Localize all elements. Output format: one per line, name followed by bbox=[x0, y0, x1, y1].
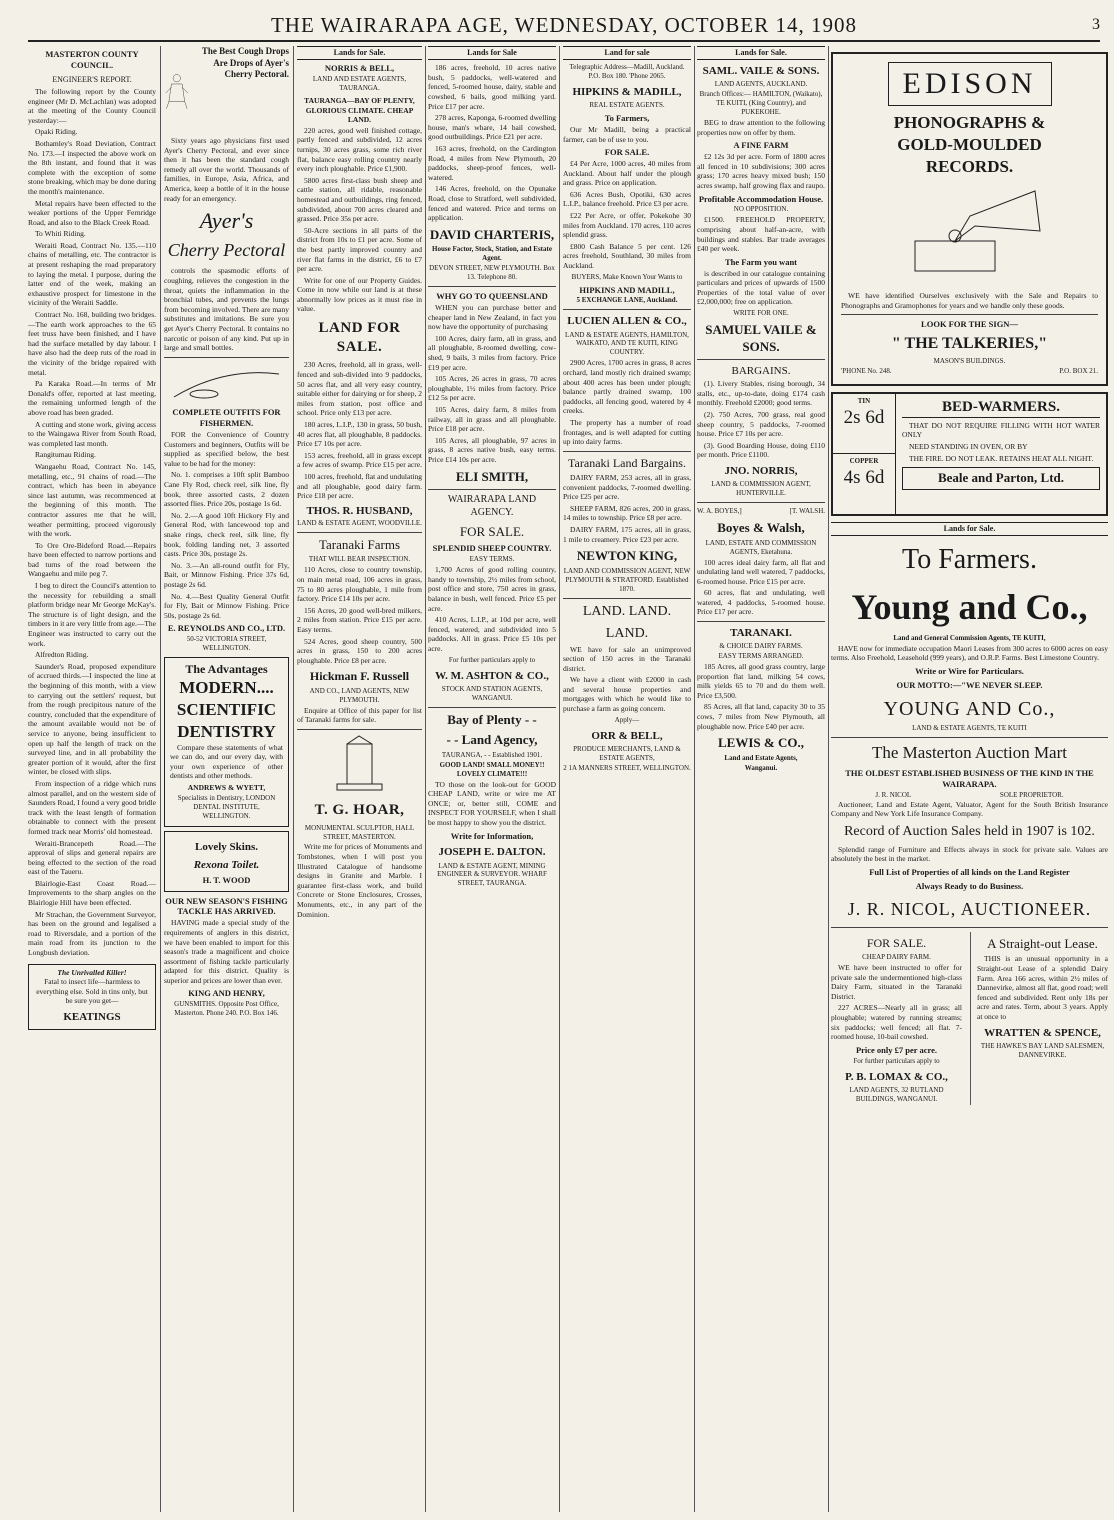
tin-label: TIN bbox=[857, 396, 871, 405]
vaile-body: BEG to draw attention to the following properties now on offer by them. bbox=[697, 118, 825, 137]
ashton-firm: W. M. ASHTON & CO., bbox=[435, 669, 549, 682]
hoar-body: Write me for prices of Monuments and Tombstones, when I will post you Illustrated Catalogue of handsome designs in Granite and Marble. I guarantee first-class work, and build Concrete or Stone Enclosures, Crosses, Monuments, etc., in any part of the Dominion. bbox=[297, 842, 422, 919]
bed-title: BED-WARMERS. bbox=[902, 398, 1100, 418]
dentistry-heading-2: MODERN.... bbox=[179, 678, 274, 698]
cheap-dairy-body-2: 227 ACRES—Nearly all in grass; all ploughable; watered by running streams; six paddocks; well fenced; all flat. 7-roomed house, 10-bail cowshed. bbox=[831, 1003, 962, 1042]
article-paragraph: The following report by the County engineer (Mr D. McLachlan) was adopted at the meeting of the County Council yesterday:— bbox=[28, 86, 156, 125]
keatings-text: Fatal to insect life—harmless to everything else. Sold in tins only, but be sure you get— bbox=[36, 977, 148, 1006]
full-list-heading: Full List of Properties of all kinds on the Land Register bbox=[869, 866, 1070, 877]
auction-mart-sub: THE OLDEST ESTABLISHED BUSINESS OF THE KIND IN THE WAIRARAPA. bbox=[845, 768, 1094, 789]
bed-lines bbox=[902, 421, 1100, 463]
lewis-sub: Land and Estate Agents, bbox=[724, 753, 798, 762]
land-heading-2: LAND. bbox=[605, 625, 649, 641]
fishing-firm: E. REYNOLDS AND CO., LTD. bbox=[167, 623, 286, 634]
ayer-advert-top bbox=[164, 46, 289, 136]
hipkins-firm: HIPKINS & MADILL, bbox=[572, 86, 682, 99]
queensland-heading: WHY GO TO QUEENSLAND bbox=[436, 291, 548, 302]
russell-note: Enquire at Office of this paper for list of Taranaki farms for sale. bbox=[297, 705, 422, 725]
fine-farm-heading: A FINE FARM bbox=[733, 140, 789, 151]
fishing-heading: COMPLETE OUTFITS FOR FISHERMEN. bbox=[172, 407, 281, 429]
listing-paragraph: 230 Acres, freehold, all in grass, well-fenced and sub-divided into 9 paddocks, 50 acres flat, and all very easy country, suitable either for dairying or for sheep, 2 miles from station, post office and school. Price only £13 per acre. bbox=[297, 360, 422, 418]
listing-paragraph: 156 Acres, 20 good well-bred milkers, 2 miles from station. Price £15 per acre. Easy terms. bbox=[297, 605, 422, 634]
wairarapa-for-sale: FOR SALE. bbox=[459, 523, 525, 539]
bed-prices bbox=[833, 394, 896, 514]
listing-paragraph: 153 acres, freehold, all in grass except a few acres of swamp. Price £15 per acre. bbox=[297, 450, 422, 470]
nicol-auctioneer: J. R. NICOL, AUCTIONEER. bbox=[847, 898, 1092, 919]
lucien-listings bbox=[563, 358, 691, 446]
listing-paragraph: 105 Acres, all ploughable, 97 acres in grass, 8 acres native bush, easy terms. Price £14 10s per acre. bbox=[428, 435, 556, 464]
page-number: 3 bbox=[1092, 16, 1100, 33]
for-sale-heading: FOR SALE. bbox=[604, 147, 650, 158]
column-adverts-a bbox=[164, 46, 289, 1512]
bop-body: TO those on the look-out for GOOD CHEAP LAND, write or wire me AT ONCE; or, better still, COME and INSPECT FOR YOURSELF, when I shall be most happy to show you the district. bbox=[428, 779, 556, 827]
listing-paragraph: 163 acres, freehold, on the Cardington Road, 4 miles from New Plymouth, 20 paddocks, sheep-proof fences, well-watered. bbox=[428, 143, 556, 182]
russell-firm: Hickman F. Russell bbox=[309, 669, 410, 684]
copper-price: 4s 6d bbox=[843, 467, 885, 489]
land-for-sale-heading: LAND FOR SALE. bbox=[318, 320, 401, 356]
bargains-listings bbox=[563, 473, 691, 544]
tackle-heading: OUR NEW SEASON'S FISHING TACKLE HAS ARRIVED. bbox=[165, 895, 288, 917]
dalton-sub: LAND & ESTATE AGENT, MINING ENGINEER & SURVEYOR. WHARF STREET, TAURANGA. bbox=[437, 861, 547, 888]
dentistry-heading-3: SCIENTIFIC bbox=[176, 700, 277, 720]
article-paragraph: Rangitumau Riding. bbox=[35, 450, 96, 460]
listing-paragraph: Write for one of our Property Guides. Come in now while our land is at these abnormally low prices as it must rise in value. bbox=[297, 275, 422, 314]
to-farmers-heading: To Farmers. bbox=[902, 543, 1037, 575]
young-body: HAVE now for immediate occupation Maori Leases from 300 acres to 6000 acres on easy terms. Also Freehold, Leasehold (999 years), and O.R.P. Farms. Best Limestone Country. bbox=[831, 643, 1108, 663]
article-paragraph: Weraiti Road, Contract No. 135.—110 chains of metalling, etc. The contractor is at present reshaping the road preparatory to laying the metal. I purpose, during the latter end of the week, making an exhaustive prospect for limestone in the vicinity of the Weraiti Saddle. bbox=[28, 240, 156, 308]
orr-bell-firm: ORR & BELL, bbox=[591, 729, 663, 742]
ayer-body: Sixty years ago physicians first used Ayer's Cherry Pectoral, and ever since then it has been the standard cough remedy all over the world. Thousands of families, in Europe, Asia, Africa, and America, keep a bottle of it in the house ready for an emergency. bbox=[164, 136, 289, 203]
bargains-listings bbox=[697, 379, 825, 460]
lease-heading: A Straight-out Lease. bbox=[987, 935, 1098, 951]
article-paragraph: Saunder's Road, proposed expenditure of accrued thirds.—I inspected the line at the beginning of this month, with a view to carrying out the settlers' request, but from the rough precipitous nature of the country, concluded that the expenditure of the amount available would not be of service to anyone, being insufficient to open up half the length of track on the surveyed line, and in all probability the greater portion of it would, after the first winter, be closed with slips. bbox=[28, 661, 156, 777]
always-ready: Always Ready to do Business. bbox=[915, 880, 1024, 891]
lovely-heading: Lovely Skins. bbox=[195, 840, 258, 853]
section-bar: Lands for Sale. bbox=[297, 46, 422, 60]
easy-terms: EASY TERMS ARRANGED. bbox=[718, 652, 804, 661]
keatings-brand: KEATINGS bbox=[63, 1011, 121, 1024]
ashton-sub: STOCK AND STATION AGENTS, WANGANUI. bbox=[441, 684, 543, 702]
talkeries-box: P.O. BOX 21. bbox=[1059, 366, 1098, 375]
phonograph-illustration bbox=[895, 186, 1045, 281]
young-firm: Young and Co., bbox=[851, 586, 1088, 627]
edison-advert bbox=[831, 52, 1108, 386]
article-subheading: ENGINEER'S REPORT. bbox=[52, 74, 132, 84]
article-paragraph: A cutting and stone work, giving access to the Waingawa River from South Road, was completed last month. bbox=[28, 419, 156, 448]
section-bar: Lands for Sale. bbox=[697, 46, 825, 60]
column-lands-c bbox=[563, 46, 691, 1512]
lewis-address: Wanganui. bbox=[744, 763, 778, 772]
article-paragraph: Weraiti-Brancepeth Road.—The approval of slips and general repairs are being effected to the section of the road east of the Taueru. bbox=[28, 838, 156, 877]
fine-farm-body: £2 12s 3d per acre. Form of 1800 acres all fenced in 10 subdivisions; 300 acres grass; 170 acres heavy mixed bush; 150 acres swamp, half growing flax and raupo. bbox=[697, 152, 825, 190]
cheap-dairy-heading: CHEAP DAIRY FARM. bbox=[862, 953, 931, 962]
listing-paragraph: 524 Acres, good sheep country, 500 acres in grass, 150 to 200 acres ploughable. Price £8 per acre. bbox=[297, 636, 422, 665]
hipkins-firm-2: HIPKINS AND MADILL, bbox=[579, 284, 675, 295]
column-lands-d bbox=[697, 46, 825, 1512]
listing-paragraph: DAIRY FARM, 175 acres, all in grass, 1 mile to creamery. Price £23 per acre. bbox=[563, 525, 691, 544]
bop-heading: Bay of Plenty - - bbox=[447, 711, 537, 727]
listing-paragraph: 105 Acres, dairy farm, 8 miles from railway, all in grass and all ploughable. Price £18 per acre. bbox=[428, 404, 556, 434]
listing-paragraph: The property has a number of road frontages, and is well adapted for cutting up into dairy farms. bbox=[563, 417, 691, 447]
bed-line: THE FIRE. DO NOT LEAK. RETAINS HEAT ALL NIGHT. bbox=[909, 453, 1094, 463]
lucien-sub: LAND & ESTATE AGENTS, HAMILTON, WAIKATO, AND TE KUITI, KING COUNTRY. bbox=[565, 330, 689, 357]
article-paragraph: Mr Strachan, the Government Surveyor, has been on the ground and legalised a road to Riversdale, and a portion of the main road from its junction to the Longbush deviation. bbox=[28, 909, 156, 958]
for-sale-heading: FOR SALE. bbox=[866, 935, 927, 950]
article-paragraph: Pa Karaka Road.—In terms of Mr Donald's offer, reported at last meeting, the remaining unformed length of the above road has been graded. bbox=[28, 379, 156, 417]
keatings-advert bbox=[28, 964, 156, 1030]
hipkins-listings bbox=[563, 159, 691, 271]
masthead-title: THE WAIRARAPA AGE, WEDNESDAY, OCTOBER 14, 1908 bbox=[270, 12, 858, 37]
wairarapa-agency-heading: WAIRARAPA LAND AGENCY. bbox=[447, 494, 537, 518]
section-bar: Lands for Sale. bbox=[831, 522, 1108, 536]
farmers-heading: To Farmers, bbox=[604, 113, 650, 124]
young-firm-2: YOUNG AND Co., bbox=[883, 697, 1056, 720]
listing-paragraph: 2900 Acres, 1700 acres in grass, 8 acres orchard, land mostly rich drained swamp; about 400 acres has been under plough; balance partly drained swamp, 100 paddocks, all fencing good, watered by 4 creeks. bbox=[563, 358, 691, 416]
hipkins-sub-2: 5 EXCHANGE LANE, Auckland. bbox=[576, 296, 678, 305]
article-paragraph: Wangaehu Road, Contract No. 145, metalling, etc., 91 chains of road.—The contract, which has been in abeyance since last autumn, was recommenced at the beginning of this month. The contractor assures me that he will, weather permitting, proceed vigorously with the work. bbox=[28, 461, 156, 539]
column-rule bbox=[293, 46, 294, 1512]
dentistry-body: Compare these statements of what we can do, and our every day, with your own experience of other dentists and other methods. bbox=[170, 742, 283, 781]
bed-line: THAT DO NOT REQUIRE FILLING WITH HOT WATER ONLY bbox=[902, 420, 1100, 440]
fishing-item: No. 3.—An all-round outfit for Fly, Bait, or Minnow Fishing. Price 37s 6d, postage 2s 6d. bbox=[164, 560, 289, 589]
bed-brand: Beale and Parton, Ltd. bbox=[902, 467, 1100, 490]
cheap-dairy-body: WE have been instructed to offer for private sale the undermentioned high-class Dairy Farm, situated in the Taranaki District. bbox=[831, 963, 962, 1001]
article-heading: MASTERTON COUNTY COUNCIL. bbox=[45, 49, 139, 70]
edison-body: WE have identified Ourselves exclusively with the Sale and Repairs to Phonographs and Gramophones for years and we handle only these goods. bbox=[841, 291, 1098, 310]
mart-proprietor-title: SOLE PROPRIETOR. bbox=[999, 790, 1064, 799]
listing-paragraph: (1). Livery Stables, rising borough, 34 stalls, etc., up-to-date, doing £174 cash monthly. Freehold £2000; good terms. bbox=[697, 379, 825, 408]
bed-warmers-advert bbox=[831, 392, 1108, 516]
farmers-body: Our Mr Madill, being a practical farmer, can be of use to you. bbox=[563, 125, 691, 144]
lucien-firm: LUCIEN ALLEN & CO., bbox=[567, 315, 687, 328]
article-paragraph: Blairlogie-East Coast Road.—Improvements to the sharp angles on the Blairlogie Hill have been effected. bbox=[28, 878, 156, 908]
vaile-firm: SAML. VAILE & SONS. bbox=[702, 65, 820, 78]
listing-paragraph: DAIRY FARM, 253 acres, all in grass, convenient paddocks, 7-roomed dwelling. Price £25 per acre. bbox=[563, 473, 691, 502]
section-bar: Lands for Sale bbox=[428, 46, 556, 60]
article-paragraph: Opaki Riding. bbox=[35, 127, 78, 137]
listing-paragraph: 105 Acres, 26 acres in grass, 70 acres ploughable, 1½ miles from factory. Price £12 5s per acre. bbox=[428, 374, 556, 403]
queensland-body: WHEN you can purchase better and cheaper land in New Zealand, in fact you now have the opportunity of purchasing bbox=[428, 303, 556, 332]
listing-paragraph: £22 Per Acre, or offer, Pokekohe 30 miles from Auckland. 170 acres, 110 acres splendid grass. bbox=[563, 211, 691, 240]
column-rule bbox=[828, 46, 829, 1512]
boyes-walsh-firm: Boyes & Walsh, bbox=[717, 519, 805, 535]
fishing-item: No. 2.—A good 10ft Hickory Fly and General Rod, with lancewood top and snake rings, check reel, silk line, fly book, folding landing net, 3 assorted casts. Price 30s, postage 2s. bbox=[164, 510, 289, 559]
listing-paragraph: 50-Acre sections in all parts of the district from 10s to £1 per acre. Some of the best partly improved country and river flat farms in the district, £6 to £7 per acre. bbox=[297, 225, 422, 274]
listing-paragraph: 1,700 Acres of good rolling country, handy to township, 2½ miles from school, post office and store, 750 acres in grass, balance in bush, well fenced. Price £5 per acre. bbox=[428, 565, 556, 613]
young-sub: Land and General Commission Agents, TE KUITI, bbox=[893, 633, 1046, 642]
listing-paragraph: (2). 750 Acres, 700 grass, real good sheep country, 5 paddocks, 7-roomed house. Price £7 10s per acre. bbox=[697, 410, 825, 439]
young-motto: OUR MOTTO:—"WE NEVER SLEEP. bbox=[896, 679, 1043, 690]
auction-mart-proprietor bbox=[831, 791, 1108, 800]
talkeries-sub: MASON'S BUILDINGS. bbox=[933, 356, 1006, 365]
article-paragraph: To Ore Ore-Bideford Road.—Repairs have been effected to narrow portions and bad turns of the road between the Wangaehu and mile peg 7. bbox=[28, 540, 156, 579]
article-paragraph: To Whiti Riding. bbox=[35, 229, 86, 239]
edison-title: EDISON bbox=[888, 62, 1052, 106]
listing-paragraph: 186 acres, freehold, 10 acres native bush, 5 paddocks, well-watered and fenced, 5-roomed house, dairy, stable and cowshed, 6 bails, good milking yard. Price £17 per acre. bbox=[428, 63, 556, 111]
accommodation-body: £1500. FREEHOLD PROPERTY, comprising about half-an-acre, with buildings and stables. Bar trade averages £40 per week. bbox=[697, 215, 825, 254]
column-council-report bbox=[28, 46, 156, 1512]
husband-firm: THOS. R. HUSBAND, bbox=[306, 504, 413, 517]
dentistry-heading-1: The Advantages bbox=[185, 662, 268, 677]
listing-paragraph: 180 acres, L.I.P., 130 in grass, 50 bush, 40 acres flat, all ploughable, 8 paddocks. Price £7 10s per acre. bbox=[297, 420, 422, 449]
land-body: WE have for sale an unimproved section of 150 acres in the Taranaki district. bbox=[563, 644, 691, 673]
hoar-sub: MONUMENTAL SCULPTOR, HALL STREET, MASTERTON. bbox=[304, 823, 415, 841]
norris-bell-firm: NORRIS & BELL, bbox=[324, 63, 395, 74]
taranaki-farms-sub: THAT WILL BEAR INSPECTION. bbox=[308, 555, 411, 564]
column-rule bbox=[160, 46, 161, 1512]
young-sub-2: LAND & ESTATE AGENTS, TE KUITI bbox=[912, 724, 1027, 733]
fishing-body: FOR the Convenience of Country Customers and beginners, Outfits will be supplied as specified below, the best value to be had for the money: bbox=[164, 430, 289, 468]
hoar-firm: T. G. HOAR, bbox=[314, 802, 405, 819]
accommodation-heading: Profitable Accommodation House. bbox=[698, 193, 824, 204]
listing-paragraph: 100 acres, freehold, flat and undulating and all ploughable, good dairy farm. Price £18 per acre. bbox=[297, 471, 422, 501]
ayer-body-2: controls the spasmodic efforts of coughing, relieves the congestion in the throat, quiets the inflammation in the bronchial tubes, and prevents the lungs from becoming involved. There are many substitutes and imitations. Be sure you get Ayer's Cherry Pectoral. It contains no narcotic or poison of any kind. Put up in large and small bottles. bbox=[164, 266, 289, 353]
lovely-brand: Rexona Toilet. bbox=[193, 858, 260, 871]
wairarapa-sub: SPLENDID SHEEP COUNTRY. bbox=[432, 543, 552, 554]
newton-king-firm: NEWTON KING, bbox=[576, 548, 678, 564]
column-lands-a bbox=[297, 46, 422, 1512]
fishing-illustration bbox=[164, 362, 289, 402]
eli-smith-firm: ELI SMITH, bbox=[455, 468, 529, 484]
lomax-firm: P. B. LOMAX & CO., bbox=[845, 1070, 948, 1083]
ayer-figure-illustration bbox=[164, 46, 190, 136]
listing-paragraph: 410 Acres, L.I.P., at 10d per acre, well fenced, watered, and subdivided into 5 paddocks. All in grass. Price £5 10s per acre. bbox=[428, 615, 556, 653]
dentistry-heading-4: DENTISTRY bbox=[177, 721, 276, 741]
article-body bbox=[28, 87, 156, 958]
auction-mart-body: Auctioneer, Land and Estate Agent, Valuator, Agent for the South British Insurance Company and New York Life Insurance Company. bbox=[831, 799, 1108, 819]
samuel-vaile-firm: SAMUEL VAILE & SONS. bbox=[705, 321, 817, 354]
listing-paragraph: 185 Acres, all good grass country, large proportion flat land, milking 54 cows, milk yields 65 to 70 and do them well. Price £3,500. bbox=[697, 662, 825, 700]
masthead bbox=[28, 10, 1100, 42]
talkeries-name: " THE TALKERIES," bbox=[891, 335, 1048, 353]
tackle-sub: GUNSMITHS. Opposite Post Office, Masterton. Phone 240. P.O. Box 146. bbox=[174, 1000, 279, 1018]
husband-sub: LAND & ESTATE AGENT, WOODVILLE. bbox=[297, 518, 422, 527]
tackle-firm: KING AND HENRY, bbox=[188, 988, 265, 999]
charteris-sub: House Factor, Stock, Station, and Estate Agent. bbox=[432, 245, 552, 263]
boyes-left: W. A. BOYES,] bbox=[697, 507, 742, 516]
boyes-listings bbox=[697, 558, 825, 618]
charteris-address: DEVON STREET, NEW PLYMOUTH. Box 13. Telephone 80. bbox=[429, 264, 555, 282]
listing-paragraph: 100 Acres, dairy farm, all in grass, and all ploughable, 8-roomed dwelling, cow-shed, 9 bails, 3 miles from factory. Price £19 per acre. bbox=[428, 333, 556, 372]
bop-slogan: GOOD LAND! SMALL MONEY!! LOVELY CLIMATE!!! bbox=[439, 760, 545, 778]
fishing-items bbox=[164, 470, 289, 620]
tin-price: 2s 6d bbox=[843, 406, 885, 428]
listing-paragraph: 5800 acres first-class bush sheep and cattle station, all ridable, reasonable homestead and outbuildings, ring fenced, subdivided, about 700 acres cleared and grassed. Price 35s per acre. bbox=[297, 175, 422, 224]
taranaki-farms-listings bbox=[297, 565, 422, 665]
fishing-item: No. 1. comprises a 10ft split Bamboo Cane Fly Rod, check reel, silk line, fly book, three assorted casts, 2 dozen assorted flies. Price 20s, postage 1s 6d. bbox=[164, 470, 289, 509]
write-or-wire: Write or Wire for Particulars. bbox=[915, 665, 1024, 676]
listing-paragraph: (3). Good Boarding House, doing £110 per month. Price £1100. bbox=[697, 440, 825, 460]
lewis-firm: LEWIS & CO., bbox=[718, 735, 804, 751]
norris-bell-sub: LAND AND ESTATE AGENTS, TAURANGA. bbox=[312, 75, 407, 93]
article-paragraph: I beg to direct the Council's attention to the necessity for rebuilding a small platform bridge near Mr George McKay's. The structure is of light design, and the timbers in it are very little from age.—The Engineer was instructed to carry out the work. bbox=[28, 581, 156, 648]
taranaki-farms-heading: Taranaki Farms bbox=[318, 536, 401, 552]
lomax-sub: LAND AGENTS, 32 RUTLAND BUILDINGS, WANGANUI. bbox=[849, 1085, 944, 1103]
wairarapa-listings bbox=[428, 565, 556, 653]
listing-paragraph: SHEEP FARM, 826 acres, 200 in grass, 14 miles to township. Price £8 per acre. bbox=[563, 503, 691, 523]
ayer-intro: The Best Cough Drops Are Drops of Ayer's Cherry Pectoral. bbox=[201, 46, 289, 80]
lovely-skins-advert bbox=[164, 831, 289, 892]
listing-paragraph: 60 acres, flat and undulating, well watered, 4 paddocks, 5-roomed house. Price £17 per acre. bbox=[697, 588, 825, 617]
taranaki-listings bbox=[697, 662, 825, 731]
column-rule bbox=[425, 46, 426, 1512]
auction-mart-body-2: Splendid range of Furniture and Effects always in stock for private sale. Values are absolutely the best in the market. bbox=[831, 844, 1108, 864]
talkeries-phone: 'PHONE No. 248. bbox=[841, 366, 892, 375]
wratten-firm: WRATTEN & SPENCE, bbox=[984, 1026, 1101, 1039]
edison-records: RECORDS. bbox=[925, 156, 1014, 176]
charteris-firm: DAVID CHARTERIS, bbox=[429, 226, 555, 242]
article-paragraph: Metal repairs have been effected to the weaker portions of the Upper Fernridge Road, and also to the Black Creek Road. bbox=[28, 198, 156, 227]
bargains-heading: BARGAINS. bbox=[731, 365, 791, 378]
norris-firm: JNO. NORRIS, bbox=[724, 465, 798, 478]
land-for-sale-listings bbox=[297, 360, 422, 500]
monument-illustration bbox=[297, 734, 422, 794]
copper-label: COPPER bbox=[849, 457, 879, 466]
vaile-branch: Branch Offices:— HAMILTON, (Waikato), TE KUITI, (King Country), and PUKEKOHE. bbox=[699, 90, 823, 117]
article-paragraph: Alfredton Riding. bbox=[35, 650, 89, 660]
bargains-heading: Taranaki Land Bargains. bbox=[568, 455, 686, 470]
listing-paragraph: 278 acres, Kaponga, 6-roomed dwelling house, man's whare, 14 bail cowshed, good outbuildings. Price £21 per acre. bbox=[428, 113, 556, 142]
apply-note: Apply— bbox=[614, 715, 640, 724]
farm-want-heading: The Farm you want bbox=[724, 256, 797, 267]
norris-sub: LAND & COMMISSION AGENT, HUNTERVILLE. bbox=[711, 480, 811, 498]
listing-paragraph: £800 Cash Balance 5 per cent. 126 acres freehold, Southland, 30 miles from Auckland. bbox=[563, 241, 691, 271]
bop-sub: TAURANGA, - - Established 1901. bbox=[441, 750, 543, 759]
boyes-right: [T. WALSH. bbox=[789, 507, 825, 516]
wratten-sub: THE HAWKE'S BAY LAND SALESMEN, DANNEVIRKE. bbox=[980, 1041, 1105, 1059]
hipkins-sub: REAL ESTATE AGENTS. bbox=[589, 101, 665, 110]
auction-record: Record of Auction Sales held in 1907 is 102. bbox=[844, 823, 1095, 839]
boyes-walsh-sub: LAND, ESTATE AND COMMISSION AGENTS, Eketahuna. bbox=[705, 538, 817, 556]
dentistry-sub: Specialists in Dentistry, LONDON DENTAL INSTITUTE, WELLINGTON. bbox=[177, 793, 276, 820]
look-for-sign: LOOK FOR THE SIGN— bbox=[921, 319, 1018, 330]
lovely-firm: H. T. WOOD bbox=[202, 874, 251, 885]
bed-line: NEED STANDING IN OVEN, OR BY bbox=[909, 442, 1028, 452]
norris-bell-heading: TAURANGA—BAY OF PLENTY, GLORIOUS CLIMATE. CHEAP LAND. bbox=[304, 96, 415, 125]
article-paragraph: Bothamley's Road Deviation, Contract No. 173.—I inspected the above work on the 8th instant, and found that it was complete with the exception of some stone breaking, which may be done during the month's maintenance. bbox=[28, 138, 156, 196]
listing-paragraph: 220 acres, good well finished cottage, partly fenced and subdivided, 12 acres turnips, 30 acres grass, some rich river flat, balance easy rolling country nearly every inch ploughable. Price £1,900. bbox=[297, 125, 422, 174]
mart-proprietor-name: J. R. NICOL bbox=[875, 790, 912, 799]
dalton-firm: JOSEPH E. DALTON. bbox=[438, 846, 546, 859]
auction-mart-heading: The Masterton Auction Mart bbox=[872, 743, 1067, 763]
cheap-dairy-price: Price only £7 per acre. bbox=[855, 1044, 938, 1055]
cheap-dairy-advert bbox=[831, 932, 962, 1105]
article-paragraph: From inspection of a ridge which runs almost parallel, and on the western side of Saunders Road, I found a very good bridle track with the least length of formation obtainable to connect with the present formed track near Morris' old homestead. bbox=[28, 778, 156, 836]
cheap-dairy-note: For further particulars apply to bbox=[853, 1056, 940, 1065]
dentistry-advert bbox=[164, 657, 289, 826]
ashton-note: For further particulars apply to bbox=[448, 655, 536, 664]
taranaki-heading: TARANAKI. bbox=[730, 627, 792, 640]
wairarapa-terms: EASY TERMS. bbox=[469, 555, 515, 564]
orr-bell-sub: PRODUCE MERCHANTS, LAND & ESTATE AGENTS, bbox=[573, 744, 681, 762]
norris-bell-listings bbox=[297, 126, 422, 314]
section-bar: Land for sale bbox=[563, 46, 691, 60]
write-note: WRITE FOR ONE. bbox=[733, 309, 789, 318]
lease-advert bbox=[970, 932, 1108, 1105]
dentistry-firm: ANDREWS & WYETT, bbox=[187, 783, 266, 793]
orr-bell-address: 2 1A MANNERS STREET, WELLINGTON. bbox=[563, 763, 691, 772]
listing-paragraph: 636 Acres Bush, Opotiki, 630 acres L.I.P., balance freehold. Price £3 per acre. bbox=[563, 189, 691, 209]
ayer-brand: Ayer's bbox=[199, 208, 254, 234]
column-lands-b bbox=[428, 46, 556, 1512]
land-body-2: We have a client with £2000 in cash and several house properties and mortgages with which he would like to purchase a farm as going concern. bbox=[563, 675, 691, 714]
article-paragraph: Contract No. 168, building two bridges.—The earth work approaches to the 65 feet truss have been finished, and I have had the surface metalled by day labour. I have also had the deep ruts of the road in the vicinity of the bridge repaired with metal. bbox=[28, 310, 156, 377]
talkeries-contacts bbox=[841, 367, 1098, 376]
dalton-heading: Write for Information, bbox=[450, 830, 534, 841]
land-heading: LAND. LAND. bbox=[582, 603, 672, 619]
lease-body: THIS is an unusual opportunity in a Straight-out Lease of a splendid Dairy Farm. Area 166 acres, within 2½ miles of Dannevirke, almost all flat, good road; well fenced and subdivided. Rent only 18s per acre and rates. Term, about 3 years. Apply at once to bbox=[977, 954, 1108, 1021]
listing-paragraph: 85 Acres, all flat land, capacity 30 to 35 cows, 7 miles from New Plymouth, all ploughable now. Price £40 per acre. bbox=[697, 702, 825, 731]
bop-heading-2: - - Land Agency, bbox=[446, 732, 538, 748]
queensland-listings bbox=[428, 334, 556, 465]
land-listings bbox=[428, 63, 556, 223]
column-rule bbox=[559, 46, 560, 1512]
listing-paragraph: £4 Per Acre, 1000 acres, 40 miles from Auckland. About half under the plough and grass. Price on application. bbox=[563, 159, 691, 188]
newton-king-sub: LAND AND COMMISSION AGENT, NEW PLYMOUTH & STRATFORD. Established 1870. bbox=[563, 566, 691, 593]
accommodation-sub: NO OPPOSITION. bbox=[733, 205, 789, 214]
edison-phonographs: PHONOGRAPHS & bbox=[893, 113, 1046, 133]
tackle-body: HAVING made a special study of the requirements of anglers in this district, we have been enabled to import for this season's trade a magnificent and choice assortment of fishing tackle particularly adapted for this district. Quality is superior and prices are lower than ever. bbox=[164, 918, 289, 985]
listing-paragraph: 110 Acres, close to country township, on main metal road, 106 acres in grass, 75 to 80 acres ploughable, 1 mile from factory. Price £14 10s per acre. bbox=[297, 565, 422, 604]
buyers-note: BUYERS, Make Known Your Wants to bbox=[571, 272, 683, 281]
fishing-item: No. 4.—Best Quality General Outfit for Fly, Bait or Minnow Fishing. Price 50s, postage 2s 6d. bbox=[164, 591, 289, 620]
keatings-heading: The Unrivalled Killer! bbox=[57, 967, 127, 977]
russell-sub: AND CO., LAND AGENTS, NEW PLYMOUTH. bbox=[309, 686, 410, 704]
column-rule bbox=[694, 46, 695, 1512]
choice-dairy: & CHOICE DAIRY FARMS. bbox=[719, 642, 803, 651]
ayer-brand-2: Cherry Pectoral bbox=[167, 240, 286, 261]
edison-gold: GOLD-MOULDED bbox=[897, 135, 1042, 155]
fishing-address: 50-52 VICTORIA STREET, WELLINGTON. bbox=[186, 635, 267, 653]
hipkins-telegraph: Telegraphic Address—Madill, Auckland. P.O. Box 180. 'Phone 2065. bbox=[569, 63, 685, 81]
farm-want-body: is described in our catalogue containing particulars and prices of upwards of 1500 Properties of the total value of over £2,000,000; free on application. bbox=[697, 268, 825, 307]
listing-paragraph: 100 acres ideal dairy farm, all flat and undulating land well watered, 7 paddocks, 6-roomed house. Price £15 per acre. bbox=[697, 557, 825, 586]
column-adverts-b bbox=[831, 46, 1108, 1512]
vaile-sub: LAND AGENTS, AUCKLAND. bbox=[714, 80, 808, 89]
boyes-names bbox=[697, 507, 825, 516]
listing-paragraph: 146 Acres, freehold, on the Opunake Road, close to Stratford, well subdivided, fenced and watered. Price and terms on application. bbox=[428, 184, 556, 223]
